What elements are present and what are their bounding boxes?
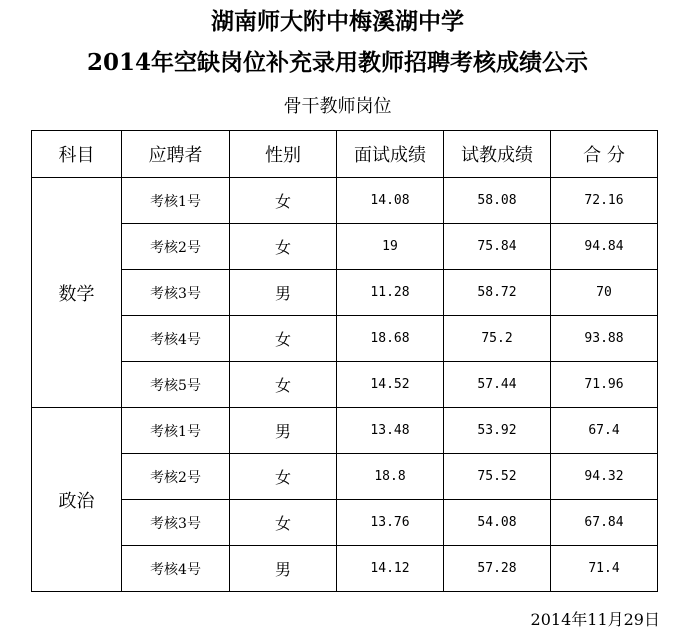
gender-cell: 女 xyxy=(230,178,337,224)
table-row xyxy=(32,178,658,224)
candidate-cell: 考核5号 xyxy=(122,362,230,408)
subject-cell-math: 数学 xyxy=(32,178,122,408)
trial-score-cell: 58.08 xyxy=(444,178,551,224)
interview-score-cell: 13.76 xyxy=(337,500,444,546)
gender-cell: 女 xyxy=(230,454,337,500)
candidate-cell: 考核3号 xyxy=(122,500,230,546)
column-header-subject: 科目 xyxy=(32,131,122,178)
position-category: 骨干教师岗位 xyxy=(283,96,392,117)
total-score-cell: 67.4 xyxy=(551,408,658,454)
table-row xyxy=(32,546,658,592)
trial-score-cell: 57.28 xyxy=(444,546,551,592)
trial-score-cell: 53.92 xyxy=(444,408,551,454)
gender-cell: 女 xyxy=(230,500,337,546)
candidate-cell: 考核4号 xyxy=(122,546,230,592)
gender-cell: 男 xyxy=(230,408,337,454)
column-header-total-score: 合 分 xyxy=(551,131,658,178)
table-row xyxy=(32,408,658,454)
total-score-cell: 71.96 xyxy=(551,362,658,408)
interview-score-cell: 14.52 xyxy=(337,362,444,408)
candidate-cell: 考核4号 xyxy=(122,316,230,362)
trial-score-cell: 58.72 xyxy=(444,270,551,316)
table-row xyxy=(32,316,658,362)
total-score-cell: 71.4 xyxy=(551,546,658,592)
trial-score-cell: 75.52 xyxy=(444,454,551,500)
trial-score-cell: 54.08 xyxy=(444,500,551,546)
gender-cell: 女 xyxy=(230,362,337,408)
interview-score-cell: 11.28 xyxy=(337,270,444,316)
column-header-trial-teaching-score: 试教成绩 xyxy=(444,131,551,178)
table-row xyxy=(32,454,658,500)
document-subtitle-heading: 2014年空缺岗位补充录用教师招聘考核成绩公示 xyxy=(86,49,588,76)
column-header-gender: 性别 xyxy=(230,131,337,178)
table-header-row xyxy=(32,131,658,178)
interview-score-cell: 14.12 xyxy=(337,546,444,592)
total-score-cell: 70 xyxy=(551,270,658,316)
table-row xyxy=(32,362,658,408)
gender-cell: 男 xyxy=(230,270,337,316)
document-title: 湖南师大附中梅溪湖中学 xyxy=(211,8,464,35)
trial-score-cell: 57.44 xyxy=(444,362,551,408)
total-score-cell: 94.84 xyxy=(551,224,658,270)
publication-date: 2014年11月29日 xyxy=(530,610,660,629)
total-score-cell: 93.88 xyxy=(551,316,658,362)
candidate-cell: 考核3号 xyxy=(122,270,230,316)
total-score-cell: 94.32 xyxy=(551,454,658,500)
candidate-cell: 考核2号 xyxy=(122,454,230,500)
column-header-candidate: 应聘者 xyxy=(122,131,230,178)
table-row xyxy=(32,500,658,546)
candidate-cell: 考核1号 xyxy=(122,408,230,454)
candidate-cell: 考核2号 xyxy=(122,224,230,270)
trial-score-cell: 75.84 xyxy=(444,224,551,270)
table-row xyxy=(32,270,658,316)
trial-score-cell: 75.2 xyxy=(444,316,551,362)
interview-score-cell: 14.08 xyxy=(337,178,444,224)
interview-score-cell: 13.48 xyxy=(337,408,444,454)
gender-cell: 男 xyxy=(230,546,337,592)
scores-table xyxy=(31,130,658,592)
gender-cell: 女 xyxy=(230,316,337,362)
interview-score-cell: 18.68 xyxy=(337,316,444,362)
interview-score-cell: 18.8 xyxy=(337,454,444,500)
subject-cell-politics: 政治 xyxy=(32,408,122,592)
total-score-cell: 72.16 xyxy=(551,178,658,224)
column-header-interview-score: 面试成绩 xyxy=(337,131,444,178)
candidate-cell: 考核1号 xyxy=(122,178,230,224)
table-row xyxy=(32,224,658,270)
interview-score-cell: 19 xyxy=(337,224,444,270)
gender-cell: 女 xyxy=(230,224,337,270)
total-score-cell: 67.84 xyxy=(551,500,658,546)
